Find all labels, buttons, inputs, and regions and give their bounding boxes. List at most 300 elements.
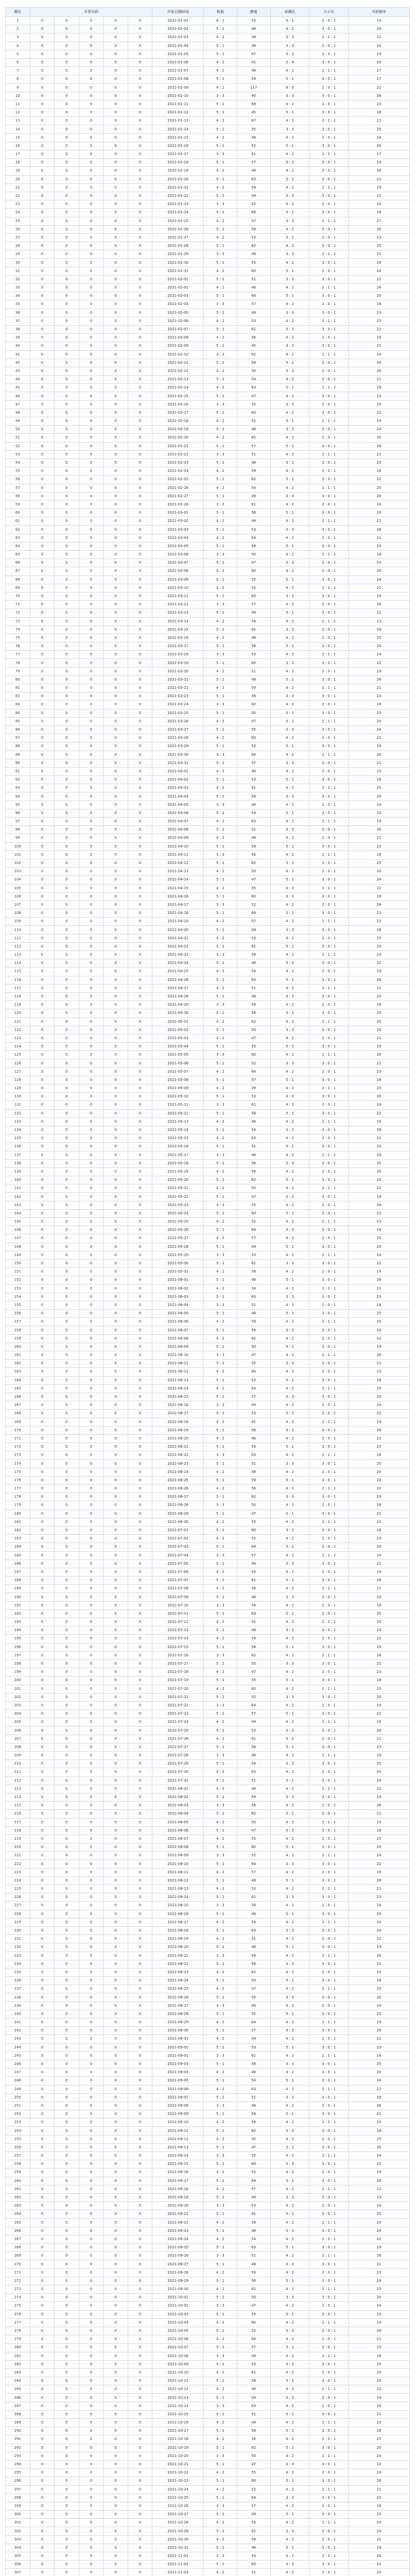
table-row[interactable] <box>6 1485 410 1493</box>
table-row[interactable] <box>6 2027 410 2035</box>
table-row[interactable] <box>6 217 410 225</box>
table-row[interactable] <box>6 934 410 942</box>
table-row[interactable] <box>6 2477 410 2485</box>
table-row[interactable] <box>6 1993 410 2002</box>
table-row[interactable] <box>6 1843 410 1852</box>
table-row[interactable] <box>6 1084 410 1093</box>
table-row[interactable] <box>6 851 410 859</box>
table-row[interactable] <box>6 609 410 617</box>
table-row[interactable] <box>6 392 410 400</box>
table-row[interactable] <box>6 2310 410 2318</box>
table-row[interactable] <box>6 1226 410 1234</box>
table-row[interactable] <box>6 2143 410 2151</box>
table-row[interactable] <box>6 2494 410 2502</box>
table-row[interactable] <box>6 1251 410 1259</box>
table-row[interactable] <box>6 1318 410 1326</box>
table-row[interactable] <box>6 1668 410 1676</box>
table-row[interactable] <box>6 200 410 209</box>
table-row[interactable] <box>6 1501 410 1510</box>
table-row[interactable] <box>6 1635 410 1643</box>
table-row[interactable] <box>6 117 410 125</box>
table-row[interactable] <box>6 58 410 66</box>
table-row[interactable] <box>6 1460 410 1468</box>
table-row[interactable] <box>6 834 410 842</box>
table-row[interactable] <box>6 717 410 725</box>
table-row[interactable] <box>6 1076 410 1084</box>
table-row[interactable] <box>6 309 410 317</box>
table-row[interactable] <box>6 767 410 775</box>
table-row[interactable] <box>6 1510 410 1518</box>
table-row[interactable] <box>6 259 410 267</box>
table-row[interactable] <box>6 1184 410 1193</box>
table-row[interactable] <box>6 1026 410 1034</box>
table-row[interactable] <box>6 1726 410 1735</box>
table-row[interactable] <box>6 1643 410 1651</box>
table-row[interactable] <box>6 918 410 926</box>
header-numbers[interactable]: 开奖号码 <box>30 8 152 17</box>
table-row[interactable] <box>6 2135 410 2143</box>
table-row[interactable] <box>6 2277 410 2285</box>
table-row[interactable] <box>6 1410 410 1418</box>
table-row[interactable] <box>6 1768 410 1776</box>
table-row[interactable] <box>6 1326 410 1334</box>
table-row[interactable] <box>6 1243 410 1251</box>
table-row[interactable] <box>6 1743 410 1751</box>
table-row[interactable] <box>6 2119 410 2127</box>
table-row[interactable] <box>6 1802 410 1810</box>
table-row[interactable] <box>6 2235 410 2243</box>
table-row[interactable] <box>6 2344 410 2352</box>
header-sort[interactable]: 号码排序 <box>348 8 409 17</box>
table-row[interactable] <box>6 1043 410 1051</box>
table-row[interactable] <box>6 2335 410 2344</box>
table-row[interactable] <box>6 1785 410 1793</box>
table-row[interactable] <box>6 509 410 517</box>
table-row[interactable] <box>6 1310 410 1318</box>
table-row[interactable] <box>6 1935 410 1943</box>
table-row[interactable] <box>6 801 410 809</box>
table-row[interactable] <box>6 751 410 759</box>
table-row[interactable] <box>6 1593 410 1601</box>
table-row[interactable] <box>6 1876 410 1885</box>
table-row[interactable] <box>6 142 410 150</box>
table-row[interactable] <box>6 1034 410 1042</box>
table-row[interactable] <box>6 2435 410 2444</box>
table-row[interactable] <box>6 300 410 309</box>
table-row[interactable] <box>6 1018 410 1026</box>
table-row[interactable] <box>6 1810 410 1818</box>
table-row[interactable] <box>6 1293 410 1301</box>
table-row[interactable] <box>6 2511 410 2519</box>
table-row[interactable] <box>6 1585 410 1593</box>
table-row[interactable] <box>6 2402 410 2410</box>
table-row[interactable] <box>6 1343 410 1351</box>
table-row[interactable] <box>6 1577 410 1585</box>
table-row[interactable] <box>6 1918 410 1926</box>
table-row[interactable] <box>6 1826 410 1835</box>
table-row[interactable] <box>6 192 410 200</box>
table-row[interactable] <box>6 968 410 976</box>
table-row[interactable] <box>6 1067 410 1076</box>
table-row[interactable] <box>6 1351 410 1360</box>
table-row[interactable] <box>6 642 410 651</box>
table-row[interactable] <box>6 267 410 275</box>
table-row[interactable] <box>6 1693 410 1701</box>
table-row[interactable] <box>6 584 410 592</box>
table-row[interactable] <box>6 2152 410 2160</box>
table-row[interactable] <box>6 1760 410 1768</box>
table-row[interactable] <box>6 42 410 50</box>
table-row[interactable] <box>6 2052 410 2060</box>
table-row[interactable] <box>6 2444 410 2452</box>
table-row[interactable] <box>6 1952 410 1960</box>
table-row[interactable] <box>6 1109 410 1117</box>
table-row[interactable] <box>6 1960 410 1968</box>
table-row[interactable] <box>6 984 410 992</box>
table-row[interactable] <box>6 1902 410 1910</box>
table-row[interactable] <box>6 442 410 450</box>
table-row[interactable] <box>6 1659 410 1668</box>
table-row[interactable] <box>6 1885 410 1893</box>
table-row[interactable] <box>6 1701 410 1709</box>
table-row[interactable] <box>6 517 410 526</box>
table-row[interactable] <box>6 242 410 250</box>
table-row[interactable] <box>6 1101 410 1109</box>
table-row[interactable] <box>6 1368 410 1376</box>
table-row[interactable] <box>6 709 410 717</box>
table-row[interactable] <box>6 1209 410 1217</box>
table-row[interactable] <box>6 784 410 792</box>
header-date[interactable]: 开奖日期时间 <box>152 8 203 17</box>
table-row[interactable] <box>6 1218 410 1226</box>
table-row[interactable] <box>6 2043 410 2052</box>
table-row[interactable] <box>6 2552 410 2561</box>
table-row[interactable] <box>6 100 410 108</box>
table-row[interactable] <box>6 2502 410 2510</box>
table-row[interactable] <box>6 25 410 33</box>
table-row[interactable] <box>6 567 410 575</box>
table-row[interactable] <box>6 659 410 667</box>
table-row[interactable] <box>6 1151 410 1159</box>
table-row[interactable] <box>6 1551 410 1560</box>
table-row[interactable] <box>6 2360 410 2368</box>
table-row[interactable] <box>6 2227 410 2235</box>
table-row[interactable] <box>6 2377 410 2385</box>
table-row[interactable] <box>6 1718 410 1726</box>
table-row[interactable] <box>6 400 410 409</box>
table-row[interactable] <box>6 1126 410 1134</box>
table-row[interactable] <box>6 651 410 659</box>
table-row[interactable] <box>6 2544 410 2552</box>
table-row[interactable] <box>6 367 410 375</box>
table-row[interactable] <box>6 2127 410 2135</box>
table-row[interactable] <box>6 2268 410 2277</box>
table-row[interactable] <box>6 1234 410 1243</box>
table-row[interactable] <box>6 2385 410 2394</box>
table-row[interactable] <box>6 350 410 359</box>
table-row[interactable] <box>6 534 410 542</box>
table-row[interactable] <box>6 1752 410 1760</box>
table-row[interactable] <box>6 1776 410 1785</box>
table-row[interactable] <box>6 2460 410 2468</box>
table-row[interactable] <box>6 492 410 500</box>
header-sum[interactable]: 和值 <box>203 8 237 17</box>
table-row[interactable] <box>6 2327 410 2335</box>
table-row[interactable] <box>6 634 410 642</box>
table-row[interactable] <box>6 92 410 100</box>
table-row[interactable] <box>6 434 410 442</box>
table-row[interactable] <box>6 376 410 384</box>
table-row[interactable] <box>6 617 410 625</box>
table-row[interactable] <box>6 2069 410 2077</box>
table-row[interactable] <box>6 942 410 951</box>
table-row[interactable] <box>6 1401 410 1410</box>
table-row[interactable] <box>6 325 410 333</box>
table-row[interactable] <box>6 1852 410 1860</box>
table-row[interactable] <box>6 426 410 434</box>
table-row[interactable] <box>6 734 410 742</box>
table-row[interactable] <box>6 2318 410 2327</box>
table-row[interactable] <box>6 284 410 292</box>
table-row[interactable] <box>6 1818 410 1826</box>
table-row[interactable] <box>6 175 410 183</box>
table-row[interactable] <box>6 1193 410 1201</box>
table-row[interactable] <box>6 2177 410 2185</box>
table-row[interactable] <box>6 1793 410 1801</box>
table-row[interactable] <box>6 2168 410 2177</box>
table-row[interactable] <box>6 2093 410 2102</box>
table-row[interactable] <box>6 1434 410 1443</box>
table-row[interactable] <box>6 884 410 892</box>
table-row[interactable] <box>6 1334 410 1343</box>
table-row[interactable] <box>6 792 410 801</box>
table-row[interactable] <box>6 2469 410 2477</box>
table-row[interactable] <box>6 2285 410 2294</box>
table-row[interactable] <box>6 67 410 75</box>
table-row[interactable] <box>6 1926 410 1935</box>
table-row[interactable] <box>6 2427 410 2435</box>
table-row[interactable] <box>6 150 410 159</box>
table-row[interactable] <box>6 1535 410 1543</box>
table-row[interactable] <box>6 842 410 851</box>
table-row[interactable] <box>6 2485 410 2494</box>
table-row[interactable] <box>6 1451 410 1460</box>
table-row[interactable] <box>6 484 410 492</box>
table-row[interactable] <box>6 2294 410 2302</box>
table-row[interactable] <box>6 209 410 217</box>
table-row[interactable] <box>6 109 410 117</box>
table-row[interactable] <box>6 1301 410 1309</box>
table-row[interactable] <box>6 1426 410 1434</box>
table-row[interactable] <box>6 892 410 901</box>
table-row[interactable] <box>6 2035 410 2043</box>
table-row[interactable] <box>6 859 410 867</box>
table-row[interactable] <box>6 1418 410 1426</box>
header-odd-even[interactable]: 奇偶比 <box>270 8 309 17</box>
table-row[interactable] <box>6 2210 410 2218</box>
table-row[interactable] <box>6 1601 410 1609</box>
table-row[interactable] <box>6 1059 410 1067</box>
table-row[interactable] <box>6 2002 410 2010</box>
table-row[interactable] <box>6 667 410 675</box>
table-row[interactable] <box>6 909 410 918</box>
table-row[interactable] <box>6 1376 410 1384</box>
table-row[interactable] <box>6 1835 410 1843</box>
table-row[interactable] <box>6 2569 410 2576</box>
table-row[interactable] <box>6 1393 410 1401</box>
table-row[interactable] <box>6 317 410 325</box>
table-row[interactable] <box>6 742 410 751</box>
table-row[interactable] <box>6 1626 410 1635</box>
table-row[interactable] <box>6 2302 410 2310</box>
table-row[interactable] <box>6 1159 410 1167</box>
table-row[interactable] <box>6 1176 410 1184</box>
table-row[interactable] <box>6 2527 410 2535</box>
table-row[interactable] <box>6 992 410 1001</box>
table-row[interactable] <box>6 1259 410 1267</box>
table-row[interactable] <box>6 225 410 233</box>
table-row[interactable] <box>6 1276 410 1284</box>
table-row[interactable] <box>6 2060 410 2068</box>
table-row[interactable] <box>6 2085 410 2093</box>
table-row[interactable] <box>6 1710 410 1718</box>
table-row[interactable] <box>6 1009 410 1018</box>
table-row[interactable] <box>6 2452 410 2460</box>
table-row[interactable] <box>6 551 410 559</box>
header-big-small[interactable]: 大小比 <box>309 8 349 17</box>
table-row[interactable] <box>6 1360 410 1368</box>
table-row[interactable] <box>6 2535 410 2544</box>
table-row[interactable] <box>6 233 410 242</box>
table-row[interactable] <box>6 1676 410 1685</box>
table-row[interactable] <box>6 167 410 175</box>
table-row[interactable] <box>6 1518 410 1526</box>
table-row[interactable] <box>6 575 410 584</box>
table-row[interactable] <box>6 951 410 959</box>
table-row[interactable] <box>6 1284 410 1293</box>
table-row[interactable] <box>6 601 410 609</box>
table-row[interactable] <box>6 2160 410 2168</box>
table-row[interactable] <box>6 2218 410 2227</box>
table-row[interactable] <box>6 1001 410 1009</box>
header-span[interactable]: 跨度 <box>237 8 270 17</box>
table-row[interactable] <box>6 1609 410 1618</box>
table-row[interactable] <box>6 417 410 426</box>
table-row[interactable] <box>6 559 410 567</box>
table-row[interactable] <box>6 1476 410 1484</box>
table-row[interactable] <box>6 2110 410 2119</box>
table-row[interactable] <box>6 684 410 692</box>
table-row[interactable] <box>6 809 410 817</box>
table-row[interactable] <box>6 183 410 192</box>
table-row[interactable] <box>6 1543 410 1551</box>
table-row[interactable] <box>6 1051 410 1059</box>
table-row[interactable] <box>6 2252 410 2260</box>
table-row[interactable] <box>6 592 410 600</box>
table-row[interactable] <box>6 759 410 767</box>
table-row[interactable] <box>6 467 410 476</box>
table-row[interactable] <box>6 959 410 968</box>
table-row[interactable] <box>6 818 410 826</box>
table-row[interactable] <box>6 1560 410 1568</box>
table-row[interactable] <box>6 292 410 300</box>
table-row[interactable] <box>6 1618 410 1626</box>
table-row[interactable] <box>6 675 410 684</box>
table-row[interactable] <box>6 776 410 784</box>
table-row[interactable] <box>6 1985 410 1993</box>
table-row[interactable] <box>6 1943 410 1952</box>
table-row[interactable] <box>6 1568 410 1576</box>
table-row[interactable] <box>6 1384 410 1393</box>
table-row[interactable] <box>6 33 410 42</box>
table-row[interactable] <box>6 868 410 876</box>
table-row[interactable] <box>6 1977 410 1985</box>
table-row[interactable] <box>6 2519 410 2527</box>
table-row[interactable] <box>6 1117 410 1126</box>
table-row[interactable] <box>6 542 410 550</box>
table-row[interactable] <box>6 2102 410 2110</box>
table-row[interactable] <box>6 459 410 467</box>
table-row[interactable] <box>6 2561 410 2569</box>
table-row[interactable] <box>6 876 410 884</box>
table-row[interactable] <box>6 1868 410 1876</box>
table-row[interactable] <box>6 901 410 909</box>
table-row[interactable] <box>6 2368 410 2377</box>
table-row[interactable] <box>6 409 410 417</box>
header-issue[interactable]: 期次 <box>6 8 30 17</box>
table-row[interactable] <box>6 1268 410 1276</box>
table-row[interactable] <box>6 75 410 83</box>
table-row[interactable] <box>6 342 410 350</box>
table-row[interactable] <box>6 1443 410 1451</box>
table-row[interactable] <box>6 725 410 734</box>
table-row[interactable] <box>6 1143 410 1151</box>
table-row[interactable] <box>6 1860 410 1868</box>
table-row[interactable] <box>6 2244 410 2252</box>
table-row[interactable] <box>6 275 410 283</box>
table-row[interactable] <box>6 384 410 392</box>
table-row[interactable] <box>6 250 410 259</box>
table-row[interactable] <box>6 625 410 634</box>
table-row[interactable] <box>6 1968 410 1976</box>
table-row[interactable] <box>6 2410 410 2418</box>
table-row[interactable] <box>6 50 410 58</box>
table-row[interactable] <box>6 1910 410 1918</box>
table-row[interactable] <box>6 1167 410 1176</box>
table-row[interactable] <box>6 976 410 984</box>
table-row[interactable] <box>6 83 410 92</box>
table-row[interactable] <box>6 1493 410 1501</box>
table-row[interactable] <box>6 2202 410 2210</box>
table-row[interactable] <box>6 2010 410 2018</box>
table-row[interactable] <box>6 2352 410 2360</box>
table-row[interactable] <box>6 2019 410 2027</box>
table-row[interactable] <box>6 125 410 133</box>
table-row[interactable] <box>6 2193 410 2201</box>
table-row[interactable] <box>6 334 410 342</box>
table-row[interactable] <box>6 2419 410 2427</box>
table-row[interactable] <box>6 1093 410 1101</box>
table-row[interactable] <box>6 1685 410 1693</box>
table-row[interactable] <box>6 1651 410 1659</box>
table-row[interactable] <box>6 826 410 834</box>
table-row[interactable] <box>6 133 410 142</box>
table-row[interactable] <box>6 2394 410 2402</box>
table-row[interactable] <box>6 701 410 709</box>
table-row[interactable] <box>6 926 410 934</box>
table-row[interactable] <box>6 2077 410 2085</box>
table-row[interactable] <box>6 692 410 701</box>
